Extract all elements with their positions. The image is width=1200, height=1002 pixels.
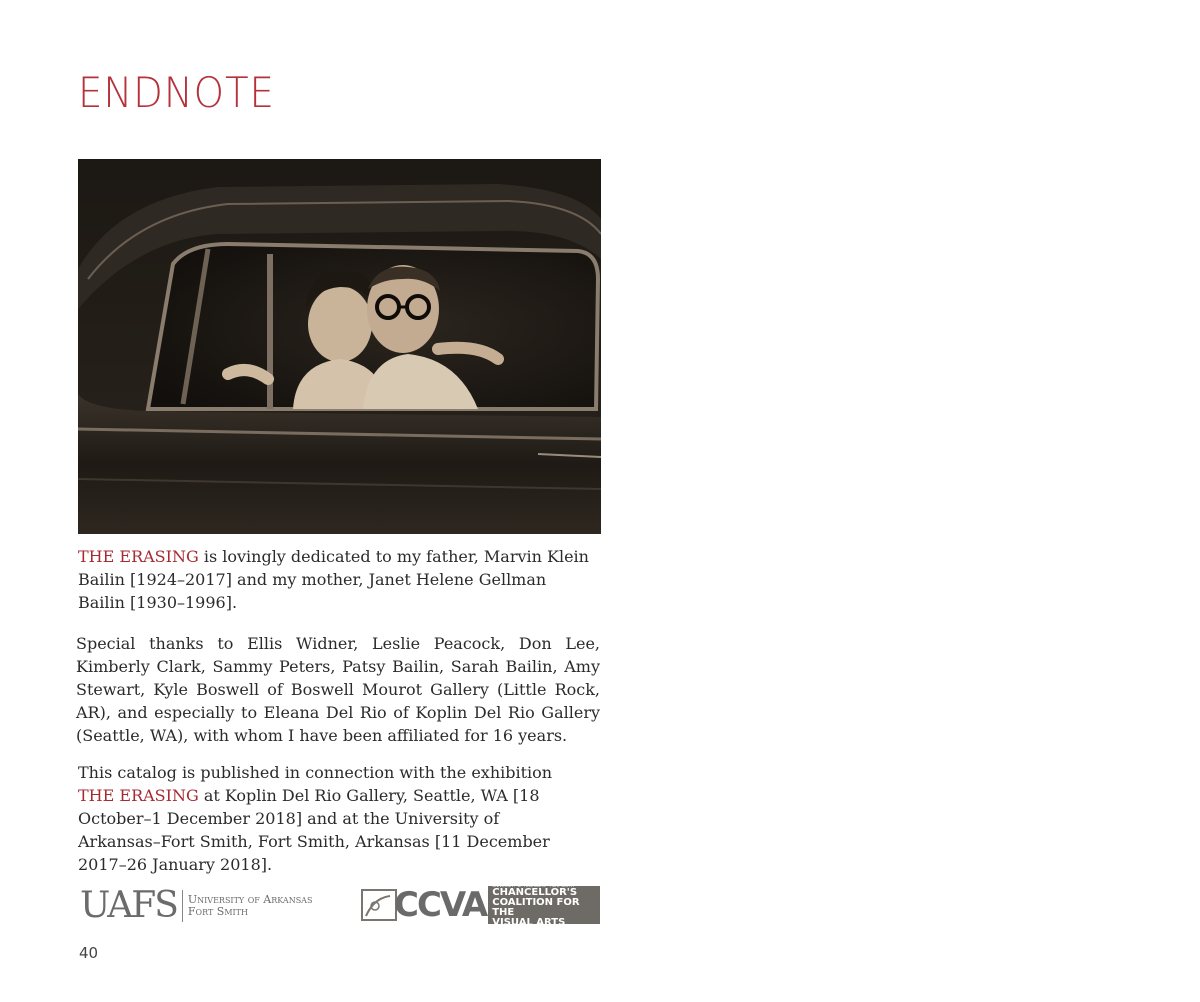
uafs-logo-line2: Fort Smith: [187, 905, 248, 918]
uafs-logo: [80, 886, 312, 926]
ccva-logo-line3: VISUAL ARTS: [492, 916, 566, 928]
uafs-logo-mark: UAFS: [80, 885, 177, 926]
page-number: 40: [79, 944, 99, 962]
catalog-paragraph: [78, 761, 578, 876]
ccva-logo: [360, 882, 600, 928]
page-heading: ENDNOTE: [78, 68, 275, 117]
uafs-logo-text: [188, 894, 313, 918]
ccva-logo-line1: CHANCELLOR'S: [492, 886, 578, 898]
ccva-logo-small: UNIVERSITY OF ARKANSAS - FORT SMITH: [492, 882, 574, 888]
ccva-emblem-icon: [360, 886, 398, 924]
dedication-text: is lovingly dedicated to my father, Marvin Klein Bailin [1924–2017] and my mother, Janet Helene Gellman Bailin [1930–1996].: [78, 547, 589, 612]
catalog-text: at Koplin Del Rio Gallery, Seattle, WA [18 October–1 December 2018] and at the University of Arkansas–Fort Smith, Fort Smith, Arkansas [11 December 2017–26 January 2018].: [78, 786, 550, 874]
dedication-paragraph: [78, 545, 598, 614]
exhibition-title: THE ERASING: [78, 786, 199, 805]
ccva-logo-mark: CCVA: [394, 885, 487, 925]
ccva-logo-text: [488, 882, 600, 928]
exhibition-title: THE ERASING: [78, 547, 199, 566]
couple-in-car-image: [78, 159, 601, 534]
thanks-paragraph: Special thanks to Ellis Widner, Leslie Peacock, Don Lee, Kimberly Clark, Sammy Peters, Patsy Bailin, Sarah Bailin, Amy Stewart, Kyle Boswell of Boswell Mourot Gallery (Little Rock, AR), and especially to Eleana Del Rio of Koplin Del Rio Gallery (Seattle, WA), with whom I have been affiliated for 16 years.: [76, 634, 600, 745]
catalog-intro: This catalog is published in connection with the exhibition: [78, 763, 553, 782]
logo-divider: [182, 890, 183, 922]
uafs-logo-line1: University of Arkansas: [187, 893, 313, 906]
ccva-logo-line2: COALITION FOR THE: [492, 896, 580, 918]
vintage-car-photo: [78, 159, 601, 534]
